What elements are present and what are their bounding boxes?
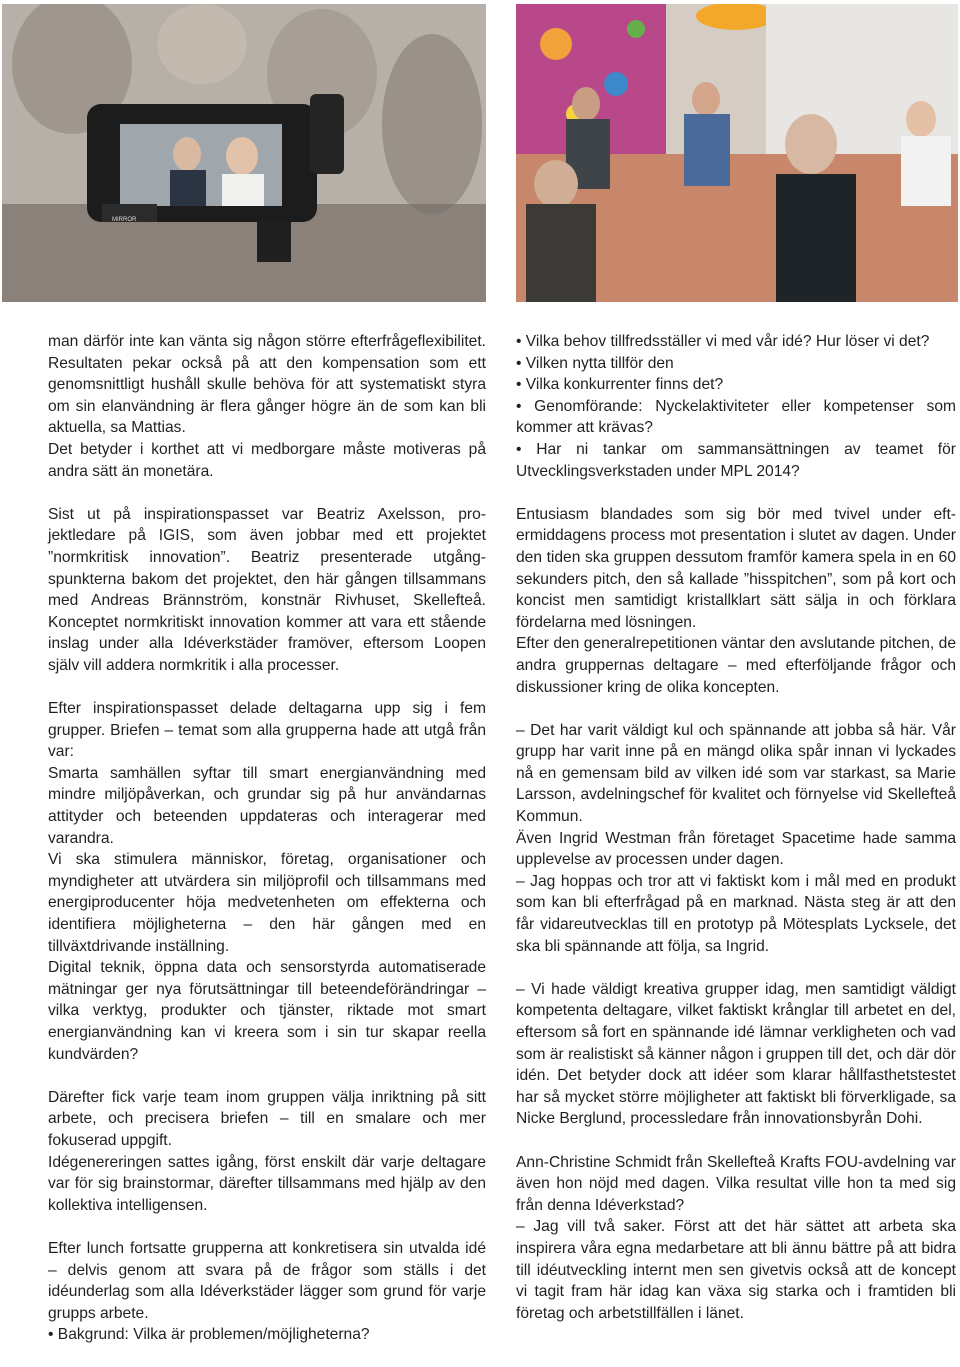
paragraph: Sist ut på inspirationspasset var Beatriz Axelsson, projektledare på IGIS, som även jobbar med ett projektet ”normkritisk innovation”. Beatriz presenterade utgångspunkterna bakom det projektet, den här gången tillsammans med Andreas Brännström, konstnär Rivhuset, Skellefteå. Konceptet normkritiskt innovation kommer att vara ett stående inslag under alla Idéverkstäder framöver, eftersom Loopen själv vill addera normkritik i alla processer. — [48, 505, 486, 674]
paragraph-gap — [516, 698, 956, 720]
camera-photo-illustration — [2, 4, 486, 302]
paragraph: Vi ska stimulera människor, företag, organisationer och myndigheter att utvärdera sin miljöprofil och tillsammans med energiproducenter höja medvetenheten om effekterna och identifiera möjligheterna – den här gången med en tillväxtdrivande inställning. — [48, 851, 486, 955]
paragraph: Efter lunch fortsatte grupperna att konkretisera sin utvalda idé – delvis genom att svara på de frågor som ställs i det idéunderlag som alla Idéverkstäder lägger som grund för varje grupps arbete. — [48, 1239, 486, 1322]
paragraph: – Jag hoppas och tror att vi faktiskt kom i mål med en produkt som kan bli efterfrågad på en marknad. Nästa steg är att den får vidareutvecklas till en prototyp på Mötesplats Lycksele, det ska bli spännande att följa, sa Ingrid. — [516, 872, 956, 955]
paragraph: – Jag vill två saker. Först att det här sättet att arbeta ska inspirera våra egna medarbetare att bli ännu bättre på att bidra till idéutveckling internt men sen givetvis också att de koncept vi tagit fram här idag kan växa sig starka och i framtiden bli företag och arbetstillfällen i länet. — [516, 1218, 956, 1322]
paragraph-gap — [48, 1216, 486, 1238]
paragraph: Därefter fick varje team inom gruppen välja inriktning på sitt arbete, och precisera briefen – till en smalare och mer fokuserad uppgift. — [48, 1088, 486, 1149]
paragraph-gap — [516, 482, 956, 504]
paragraph: Det betyder i korthet att vi medborgare måste motiveras på andra sätt än monetära. — [48, 440, 486, 480]
paragraph: Efter inspirationspasset delade deltagarna upp sig i fem grupper. Briefen – temat som alla grupperna hade att utgå från var: — [48, 700, 486, 761]
paragraph-gap — [48, 482, 486, 504]
paragraph: Smarta samhällen syftar till smart energianvändning med mindre miljöpåverkan, och grundar sig på hur användarnas attityder och beteenden uppdateras och interagerar med varandra. — [48, 764, 486, 847]
paragraph: Efter den generalrepetitionen väntar den avslutande pitchen, de andra gruppernas deltagare – med efterföljande frågor och diskussioner kring de olika koncepten. — [516, 635, 956, 696]
camera-brand-label: MIRROR — [112, 217, 137, 223]
paragraph: man därför inte kan vänta sig någon större efterfrågeflexibilitet. Resultaten pekar också på att den kompensation som ett genomsnittligt hushåll skulle behöva för att systematiskt styra om sin elanvändning är flera gånger högre än de som kan bli aktuella, sa Mattias. — [48, 333, 486, 437]
bullet-item: • Vilka behov tillfredsställer vi med vår idé? Hur löser vi det? — [516, 333, 930, 350]
paragraph: Även Ingrid Westman från företaget Spacetime hade samma upplevelse av processen under dagen. — [516, 829, 956, 869]
bullet-item: • Bakgrund: Vilka är problemen/möjligheterna? — [48, 1326, 370, 1344]
paragraph-gap — [48, 1065, 486, 1087]
meeting-photo — [516, 4, 958, 302]
bullet-item: • Genomförande: Nyckelaktiviteter eller kompetenser som kommer att krävas? — [516, 397, 956, 437]
paragraph-gap — [516, 957, 956, 979]
bullet-item: • Vilken nytta tillför den — [516, 354, 674, 372]
paragraph: Digital teknik, öppna data och sensorstyrda automatiserade mätningar ger nya förutsättningar till beteendeförändringar – vilka verktyg, produkter och tjänster, riktade mot smart energianvändning kan vi kreera som i sin tur skapar reella kundvärden? — [48, 959, 486, 1063]
paragraph-gap — [48, 677, 486, 699]
paragraph-gap — [516, 1130, 956, 1152]
paragraph: Entusiasm blandades som sig bör med tvivel under eftermiddagens process mot presentation i slutet av dagen. Under den tiden ska gruppen dessutom framför kamera spela in en 60 sekunders pitch, den så kallade ”hisspitchen”, som på kort och koncist men samtidigt kristallklart sätt sälja in och förklara fördelarna med lösningen. — [516, 505, 956, 631]
camera-photo — [2, 4, 486, 302]
bullet-item: • Vilka konkurrenter finns det? — [516, 376, 724, 394]
paragraph: Idégenereringen sattes igång, först enskilt där varje deltagare var för sig brainstormar, därefter tillsammans med hjälp av den kollektiva intelligensen. — [48, 1153, 486, 1214]
paragraph: – Vi hade väldigt kreativa grupper idag, men samtidigt väldigt kompetenta deltagare, vilket faktiskt krånglar till arbetet en del, eftersom så fort en spännande idé lämnar verkligheten och vad som är realistiskt så känner någon i gruppen till det, och där dör idén. Det betyder dock att idéer som klarar hållfasthetstestet har så mycket större möjligheter att faktiskt bli förverkligade, sa Nicke Berglund, processledare från innovationsbyrån Dohi. — [516, 980, 956, 1128]
paragraph: Ann-Christine Schmidt från Skellefteå Krafts FOU-avdelning var även hon nöjd med dagen. Vilka resultat ville hon ta med sig från denna Idéverkstad? — [516, 1153, 956, 1214]
left-text-column — [48, 331, 486, 1346]
right-text-column — [516, 331, 956, 1324]
paragraph: – Det har varit väldigt kul och spännande att jobba så här. Vår grupp har varit inne på en mängd olika spår innan vi lyckades nå en gemensam bild av vilken idé som var starkast, sa Marie Larsson, avdelningschef för kvalitet och förnyelse vid Skellefteå Kommun. — [516, 721, 956, 826]
meeting-photo-illustration — [516, 4, 958, 302]
bullet-item: • Har ni tankar om sammansättningen av teamet för Utvecklingsverkstaden under MPL 2014? — [516, 440, 956, 480]
